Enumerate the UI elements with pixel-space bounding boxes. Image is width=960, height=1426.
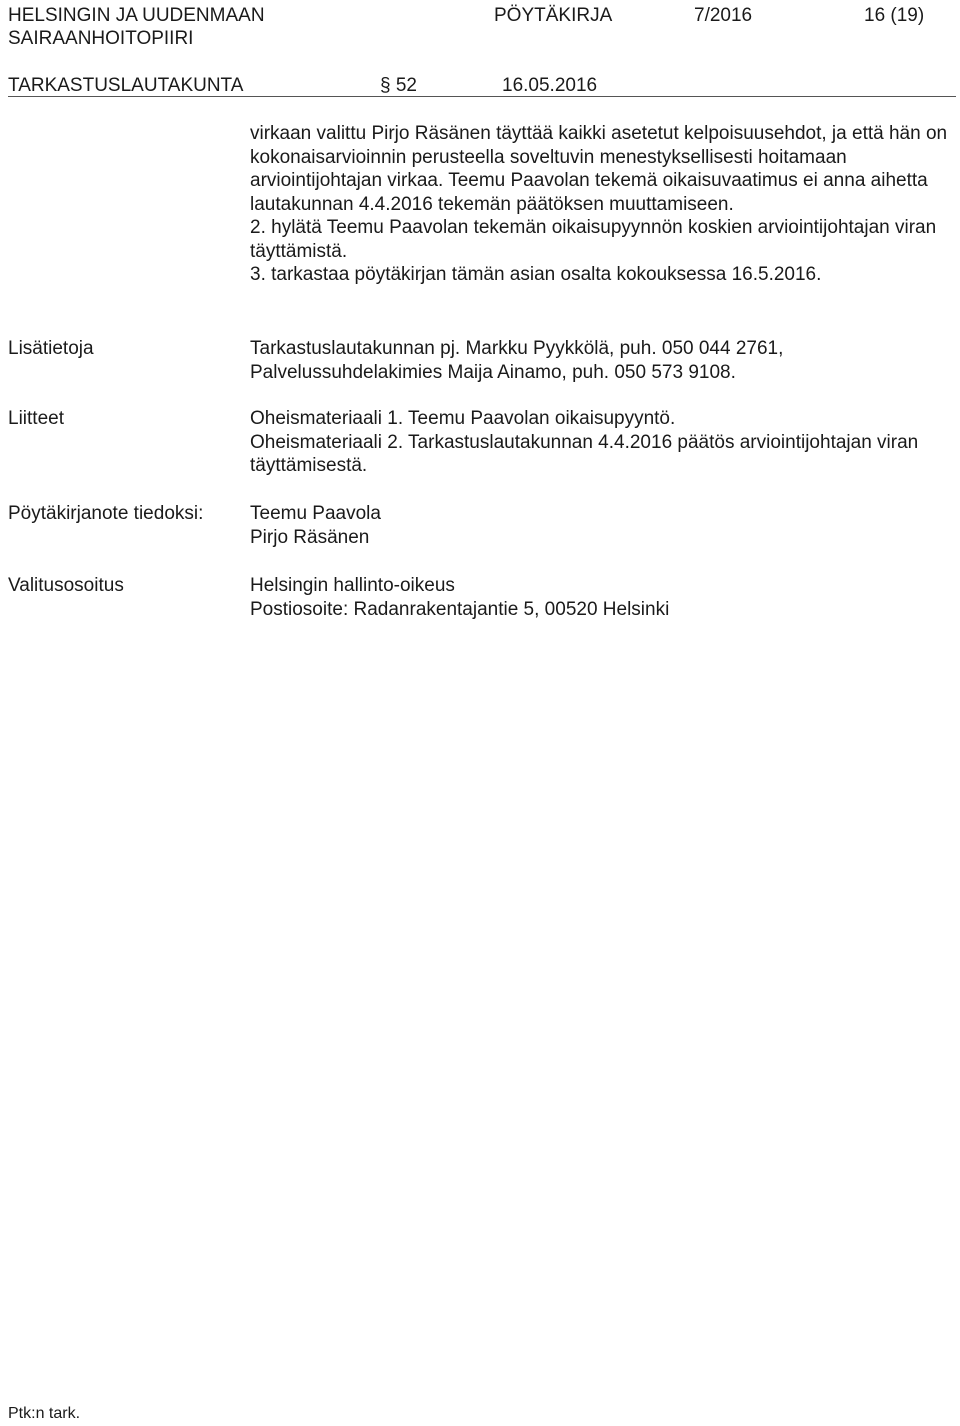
- document-header: [8, 4, 952, 96]
- section-value: 52: [395, 75, 417, 96]
- document-number: 7/2016: [694, 5, 753, 26]
- minutes-checker-footer: Ptk:n tark.: [8, 1405, 81, 1422]
- appeal-court: Helsingin hallinto-oikeus: [250, 575, 455, 596]
- document-type: PÖYTÄKIRJA: [494, 5, 613, 26]
- extract-recipients: [250, 502, 950, 549]
- appeal-content: [250, 574, 950, 621]
- page-number: 16 (19): [864, 5, 925, 26]
- extract-label: Pöytäkirjanote tiedoksi:: [8, 503, 204, 524]
- info-contact-1: Tarkastuslautakunnan pj. Markku Pyykkölä, puh. 050 044 2761,: [250, 338, 784, 359]
- committee-name: TARKASTUSLAUTAKUNTA: [8, 75, 244, 96]
- info-contact-2: Palvelussuhdelakimies Maija Ainamo, puh. 050 573 9108.: [250, 361, 736, 383]
- attachment-item-1: Oheismateriaali 1. Teemu Paavolan oikaisupyyntö.: [250, 408, 676, 429]
- info-label: Lisätietoja: [8, 338, 94, 359]
- decision-paragraph-2: 2. hylätä Teemu Paavolan tekemän oikaisupyynnön koskien arviointijohtajan viran täyttämistä.: [250, 217, 937, 262]
- attachments-list: [250, 407, 950, 478]
- org-line-1: HELSINGIN JA UUDENMAAN: [8, 5, 265, 26]
- section-number: § 52: [380, 75, 417, 96]
- header-divider: [8, 96, 956, 97]
- decision-text: [250, 122, 955, 287]
- org-line-2: SAIRAANHOITOPIIRI: [8, 28, 194, 49]
- attachments-label: Liitteet: [8, 408, 64, 429]
- appeal-address: Postiosoite: Radanrakentajantie 5, 00520 Helsinki: [250, 598, 670, 620]
- attachment-item-2: Oheismateriaali 2. Tarkastuslautakunnan 4.4.2016 päätös arviointijohtajan viran täyttämisestä.: [250, 431, 919, 476]
- decision-paragraph-3: 3. tarkastaa pöytäkirjan tämän asian osalta kokouksessa 16.5.2016.: [250, 264, 822, 285]
- decision-paragraph-1: virkaan valittu Pirjo Räsänen täyttää kaikki asetetut kelpoisuusehdot, ja että hän on kokonaisarvioinnin perusteella soveltuvin menestyksellisesti hoitamaan arviointijohtajan virkaa. Teemu Paavolan tekemä oikaisuvaatimus ei anna aihetta lautakunnan 4.4.2016 tekemän päätöksen muuttamiseen.: [250, 123, 948, 215]
- organization-name: [8, 4, 265, 50]
- appeal-label: Valitusosoitus: [8, 575, 124, 596]
- meeting-date: 16.05.2016: [502, 75, 598, 96]
- extract-recipient-2: Pirjo Räsänen: [250, 526, 370, 548]
- info-content: [250, 337, 950, 384]
- extract-recipient-1: Teemu Paavola: [250, 503, 381, 524]
